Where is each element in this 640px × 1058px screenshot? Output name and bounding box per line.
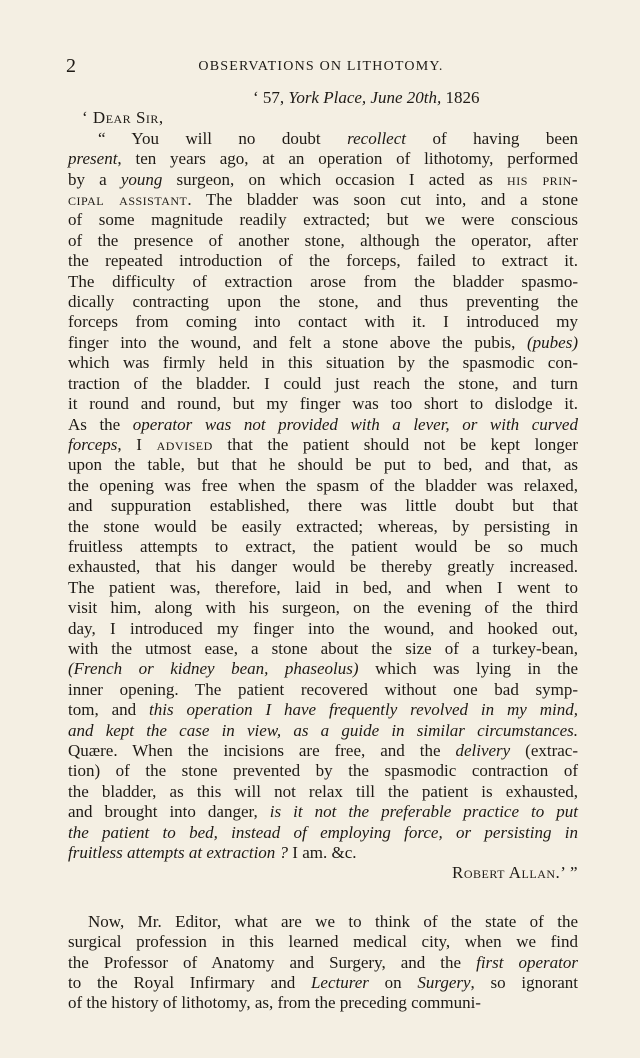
letter-line: day, I introduced my finger into the wound, and hooked out, <box>68 618 578 638</box>
letter-line: fruitless attempts at extraction ? I am. &c. <box>68 843 357 863</box>
letter-salutation: ‘ Dear Sir, <box>82 108 164 128</box>
letter-line: upon the table, but that he should be put to bed, and that, as <box>68 455 578 475</box>
page-number: 2 <box>66 55 76 77</box>
letter-line: cipal assistant. The bladder was soon cut into, and a stone <box>68 190 578 210</box>
letter-line: “ You will no doubt recollect of having been <box>98 128 578 148</box>
letter-line: forceps from coming into contact with it. I introduced my <box>68 312 578 332</box>
letter-line: which was firmly held in this situation by the spasmodic con- <box>68 353 578 373</box>
letter-dateline <box>68 88 578 108</box>
letter-line: As the operator was not provided with a lever, or with curved <box>68 414 578 434</box>
page-body <box>68 88 578 1014</box>
paragraph-gap <box>68 884 578 912</box>
letter-line: exhausted, that his danger would be thereby greatly increased. <box>68 557 578 577</box>
letter-line: and kept the case in view, as a guide in similar circumstances. <box>68 720 578 740</box>
letter-line: fruitless attempts to extract, the patient would be so much <box>68 536 578 556</box>
letter-line: the repeated introduction of the forceps, failed to extract it. <box>68 251 578 271</box>
letter-line: The patient was, therefore, laid in bed, and when I went to <box>68 577 578 597</box>
letter-line: dically contracting upon the stone, and thus preventing the <box>68 292 578 312</box>
dateline-year: 1826 <box>441 88 480 107</box>
letter-line: and suppuration established, there was little doubt but that <box>68 496 578 516</box>
letter-line: The difficulty of extraction arose from the bladder spasmo- <box>68 271 578 291</box>
paragraph-line: to the Royal Infirmary and Lecturer on Surgery, so ignorant <box>68 973 579 993</box>
paragraph-line: surgical profession in this learned medical city, when we find <box>68 932 578 952</box>
letter-line: forceps, I advised that the patient should not be kept longer <box>68 434 579 454</box>
dateline-place-date: York Place, June 20th, <box>288 88 442 107</box>
letter-line: traction of the bladder. I could just reach the stone, and turn <box>68 373 578 393</box>
letter-line: the bladder, as this will not relax till the patient is exhausted, <box>68 781 578 801</box>
letter-line: inner opening. The patient recovered without one bad symp- <box>68 679 578 699</box>
letter-line: the stone would be easily extracted; whereas, by persisting in <box>68 516 578 536</box>
paragraph-line: Now, Mr. Editor, what are we to think of the state of the <box>88 911 578 931</box>
letter-line: with the utmost ease, a stone about the size of a turkey-bean, <box>68 638 578 658</box>
letter-line: (French or kidney bean, phaseolus) which was lying in the <box>68 659 578 679</box>
letter-line: by a young surgeon, on which occasion I acted as his prin- <box>68 169 579 189</box>
running-head: OBSERVATIONS ON LITHOTOMY. <box>198 59 444 74</box>
letter-line: and brought into danger, is it not the preferable practice to put <box>68 802 578 822</box>
paragraph-line: the Professor of Anatomy and Surgery, and the first operator <box>68 952 579 972</box>
letter-line: it round and round, but my finger was too short to dislodge it. <box>68 394 578 414</box>
editorial-paragraph <box>68 912 578 1014</box>
page-header <box>66 54 576 78</box>
letter-line: present, ten years ago, at an operation of lithotomy, performed <box>68 149 578 169</box>
letter-signature: Robert Allan.’ ” <box>452 863 578 883</box>
letter-line: the opening was free when the spasm of the bladder was relaxed, <box>68 475 578 495</box>
paragraph-line: of the history of lithotomy, as, from the preceding communi- <box>68 993 481 1013</box>
letter-line: visit him, along with his surgeon, on the evening of the third <box>68 598 578 618</box>
letter-line: of the presence of another stone, although the operator, after <box>68 230 578 250</box>
letter-line: tion) of the stone prevented by the spasmodic contraction of <box>68 761 578 781</box>
letter-line: of some magnitude readily extracted; but we were conscious <box>68 210 578 230</box>
letter-line: the patient to bed, instead of employing force, or persisting in <box>68 822 578 842</box>
letter-text <box>68 129 578 864</box>
letter-line: tom, and this operation I have frequently revolved in my mind, <box>68 700 578 720</box>
letter-line: finger into the wound, and felt a stone above the pubis, (pubes) <box>68 332 578 352</box>
dateline-address: ‘ 57, <box>253 88 289 107</box>
letter-line: Quære. When the incisions are free, and the delivery (extrac- <box>68 741 579 760</box>
